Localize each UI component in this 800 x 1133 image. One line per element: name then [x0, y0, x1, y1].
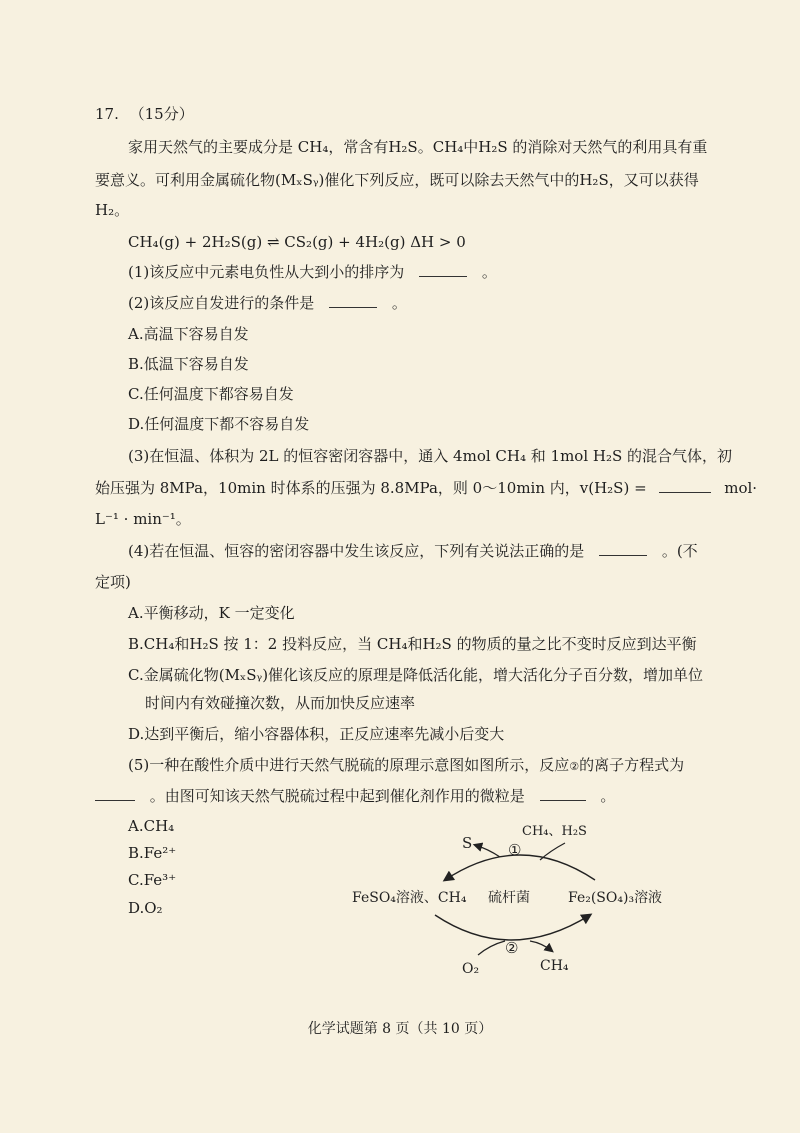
q4-option-c-cont: 时间内有效碰撞次数，从而加快反应速率: [145, 694, 416, 712]
question-points: （15分）: [129, 105, 194, 123]
intro-line-1: 家用天然气的主要成分是 CH₄，常含有H₂S。CH₄中H₂S 的消除对天然气的利用具有重: [128, 138, 708, 156]
label-right-node: Fe₂(SO₄)₃溶液: [568, 890, 663, 906]
q4-option-c: C.金属硫化物(MₓSᵧ)催化该反应的原理是降低活化能，增大活化分子百分数，增加单位: [128, 666, 704, 684]
q5-text-c: 。由图可知该天然气脱硫过程中起到催化剂作用的微粒是: [149, 787, 525, 805]
reactant-in-line: [540, 843, 565, 860]
q4-option-a: A.平衡移动，K 一定变化: [128, 604, 295, 622]
reaction-2-marker: ②: [569, 760, 580, 773]
answer-blank-5b[interactable]: [540, 786, 586, 801]
label-left-node: FeSO₄溶液、CH₄: [352, 890, 467, 906]
q4-line-2: 定项): [95, 573, 131, 591]
q4-text: (4)若在恒温、恒容的密闭容器中发生该反应，下列有关说法正确的是: [128, 542, 585, 560]
q5-option-a: A.CH₄: [128, 817, 175, 835]
q5-line-1: [128, 755, 684, 775]
lower-cycle-arrow: [435, 915, 590, 940]
q5-line-2: [95, 786, 615, 806]
label-s: S: [462, 834, 473, 852]
reaction-equation: CH₄(g) + 2H₂S(g) ⇌ CS₂(g) + 4H₂(g) ΔH > 0: [128, 233, 466, 251]
q5-option-c: C.Fe³⁺: [128, 871, 177, 889]
q4-line-1: [128, 541, 698, 561]
q4-end: 。(不: [661, 542, 698, 560]
answer-blank-4[interactable]: [599, 541, 647, 556]
label-reaction-2: ②: [505, 939, 519, 957]
label-top-reactants: CH₄、H₂S: [522, 824, 587, 839]
page-footer: 化学试题第 8 页（共 10 页）: [307, 1021, 493, 1037]
label-reaction-1: ①: [508, 841, 522, 859]
q3-unit: mol·: [724, 479, 758, 497]
subquestion-2: [128, 293, 407, 313]
oxygen-in-line: [478, 941, 505, 955]
q1-text: (1)该反应中元素电负性从大到小的排序为: [128, 263, 405, 281]
q2-option-c: C.任何温度下都容易自发: [128, 385, 294, 403]
q5-text-a: (5)一种在酸性介质中进行天然气脱硫的原理示意图如图所示，反应: [128, 756, 570, 774]
q2-option-d: D.任何温度下都不容易自发: [128, 415, 310, 433]
q2-option-a: A.高温下容易自发: [128, 325, 249, 343]
q2-option-b: B.低温下容易自发: [128, 355, 249, 373]
label-center: 硫杆菌: [488, 890, 530, 906]
q3-line-1: (3)在恒温、体积为 2L 的恒容密闭容器中，通入 4mol CH₄ 和 1mol H₂S 的混合气体，初: [128, 447, 733, 465]
intro-line-2: 要意义。可利用金属硫化物(MₓSᵧ)催化下列反应，既可以除去天然气中的H₂S，又可以获得: [95, 171, 699, 189]
methane-out-arrow: [530, 941, 552, 951]
q3-text: 始压强为 8MPa，10min 时体系的压强为 8.8MPa，则 0～10min 内，v(H₂S) =: [95, 479, 647, 497]
q5-text-b: 的离子方程式为: [579, 756, 685, 774]
q1-end: 。: [481, 263, 497, 281]
label-bottom-methane: CH₄: [540, 958, 569, 974]
q5-option-b: B.Fe²⁺: [128, 844, 177, 862]
desulfurization-diagram: [350, 815, 670, 985]
q4-option-d: D.达到平衡后，缩小容器体积，正反应速率先减小后变大: [128, 725, 505, 743]
question-header: [95, 104, 194, 124]
subquestion-1: [128, 262, 497, 282]
answer-blank-3[interactable]: [659, 478, 711, 493]
label-oxygen: O₂: [462, 961, 480, 977]
intro-line-3: H₂。: [95, 201, 130, 219]
q5-end: 。: [600, 787, 616, 805]
question-number: 17.: [95, 105, 119, 123]
product-out-arrow: [475, 845, 500, 857]
q2-end: 。: [391, 294, 407, 312]
answer-blank-5a[interactable]: [95, 786, 135, 801]
q4-option-b: B.CH₄和H₂S 按 1：2 投料反应，当 CH₄和H₂S 的物质的量之比不变时反应到达平衡: [128, 635, 697, 653]
q3-line-2: [95, 478, 757, 498]
q2-text: (2)该反应自发进行的条件是: [128, 294, 315, 312]
answer-blank-2[interactable]: [329, 293, 377, 308]
q5-option-d: D.O₂: [128, 899, 163, 917]
q3-line-3: L⁻¹ · min⁻¹。: [95, 510, 191, 528]
answer-blank-1[interactable]: [419, 262, 467, 277]
